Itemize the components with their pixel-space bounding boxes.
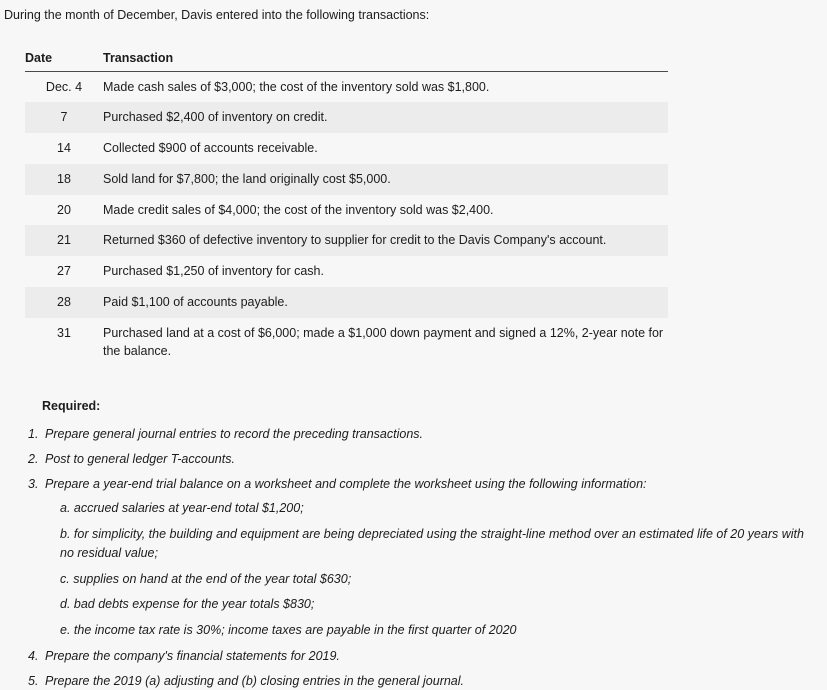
table-row (25, 71, 668, 102)
transaction-cell: Purchased land at a cost of $6,000; made a $1,000 down payment and signed a 12%, 2-year note for the balance. (103, 318, 668, 368)
transaction-cell: Made cash sales of $3,000; the cost of the inventory sold was $1,800. (103, 71, 668, 102)
date-cell: 31 (25, 318, 103, 368)
table-row (25, 195, 668, 226)
header-row (25, 45, 668, 72)
date-column-header: Date (25, 45, 103, 72)
item-text: Post to general ledger T-accounts. (45, 450, 818, 469)
required-heading: Required: (42, 399, 827, 413)
date-cell: 21 (25, 225, 103, 256)
item-number: 4. (28, 647, 45, 666)
transaction-cell: Returned $360 of defective inventory to supplier for credit to the Davis Company's account. (103, 225, 668, 256)
date-cell: Dec. 4 (25, 71, 103, 102)
transaction-cell: Collected $900 of accounts receivable. (103, 133, 668, 164)
sub-item-b: b. for simplicity, the building and equipment are being depreciated using the straight-line method over an estimated life of 20 years with no residual value; (60, 525, 808, 563)
required-item-2 (28, 450, 818, 469)
table-row (25, 256, 668, 287)
date-cell: 7 (25, 102, 103, 133)
transaction-cell: Purchased $1,250 of inventory for cash. (103, 256, 668, 287)
transaction-cell: Purchased $2,400 of inventory on credit. (103, 102, 668, 133)
table-row (25, 225, 668, 256)
table-row (25, 102, 668, 133)
item-text: Prepare the company's financial statements for 2019. (45, 647, 818, 666)
date-cell: 14 (25, 133, 103, 164)
transactions-table-header (25, 45, 668, 72)
item-number: 2. (28, 450, 45, 469)
required-item-3 (28, 475, 818, 494)
table-row (25, 133, 668, 164)
date-cell: 27 (25, 256, 103, 287)
sub-item-c: c. supplies on hand at the end of the year total $630; (60, 570, 808, 589)
table-row (25, 318, 668, 368)
required-item-1 (28, 425, 818, 444)
sub-item-d: d. bad debts expense for the year totals $830; (60, 595, 808, 614)
required-item-3-sublist (60, 499, 827, 640)
date-cell: 18 (25, 164, 103, 195)
item-number: 1. (28, 425, 45, 444)
transaction-column-header: Transaction (103, 45, 668, 72)
item-text: Prepare general journal entries to record the preceding transactions. (45, 425, 818, 444)
sub-item-e: e. the income tax rate is 30%; income taxes are payable in the first quarter of 2020 (60, 621, 808, 640)
item-number: 3. (28, 475, 45, 494)
sub-item-a: a. accrued salaries at year-end total $1,200; (60, 499, 808, 518)
transaction-cell: Paid $1,100 of accounts payable. (103, 287, 668, 318)
transaction-cell: Made credit sales of $4,000; the cost of the inventory sold was $2,400. (103, 195, 668, 226)
required-item-5 (28, 672, 818, 690)
item-text: Prepare the 2019 (a) adjusting and (b) closing entries in the general journal. (45, 672, 818, 690)
date-cell: 20 (25, 195, 103, 226)
transaction-cell: Sold land for $7,800; the land originally cost $5,000. (103, 164, 668, 195)
table-row (25, 287, 668, 318)
intro-paragraph: During the month of December, Davis entered into the following transactions: (0, 0, 827, 25)
item-number: 5. (28, 672, 45, 690)
required-list (0, 425, 827, 690)
transactions-table (25, 45, 668, 368)
table-row (25, 164, 668, 195)
date-cell: 28 (25, 287, 103, 318)
item-text: Prepare a year-end trial balance on a worksheet and complete the worksheet using the following information: (45, 475, 818, 494)
